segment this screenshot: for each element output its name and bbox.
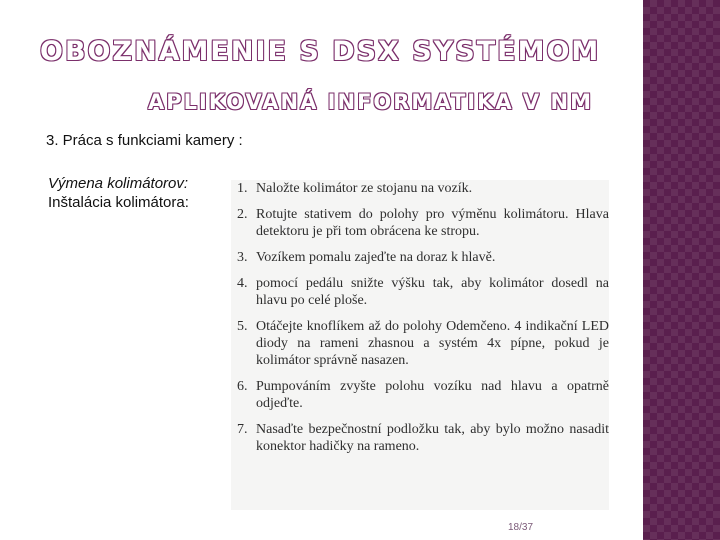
instruction-step: 7. Nasaďte bezpečnostní podložku tak, aby bylo možno nasadit konektor hadičky na rameno. (237, 422, 609, 454)
instruction-step: 1. Naložte kolimátor ze stojanu na vozík. (237, 181, 473, 196)
instruction-step: 4. pomocí pedálu snižte výšku tak, aby kolimátor dosedl na hlavu po celé ploše. (237, 276, 609, 308)
instruction-step: 5. Otáčejte knoflíkem až do polohy Odemčeno. 4 indikační LED diody na rameni zhasnou a systém 4x pípne, pokud je kolimátor správně nasazen. (237, 319, 609, 368)
instruction-list (231, 180, 609, 455)
label-collimator-replacement: Výmena kolimátorov: (48, 175, 189, 192)
decorative-sidebar (643, 0, 720, 540)
label-collimator-installation: Inštalácia kolimátora: (48, 194, 189, 211)
instruction-step: 2. Rotujte stativem do polohy pro výměnu kolimátoru. Hlava detektoru je při tom obrácena ke stropu. (237, 207, 609, 239)
slide-subtitle: APLIKOVANÁ INFORMATIKA V NM (148, 90, 593, 114)
page-number: 18/37 (508, 522, 534, 533)
slide-title: OBOZNÁMENIE S DSX SYSTÉMOM (40, 36, 601, 67)
instruction-step: 6. Pumpováním zvyšte polohu vozíku nad hlavu a opatrně odjeďte. (237, 379, 609, 411)
section-heading: 3. Práca s funkciami kamery : (46, 132, 243, 149)
scanned-instructions (231, 180, 609, 510)
instruction-step: 3. Vozíkem pomalu zajeďte na doraz k hlavě. (237, 250, 496, 265)
